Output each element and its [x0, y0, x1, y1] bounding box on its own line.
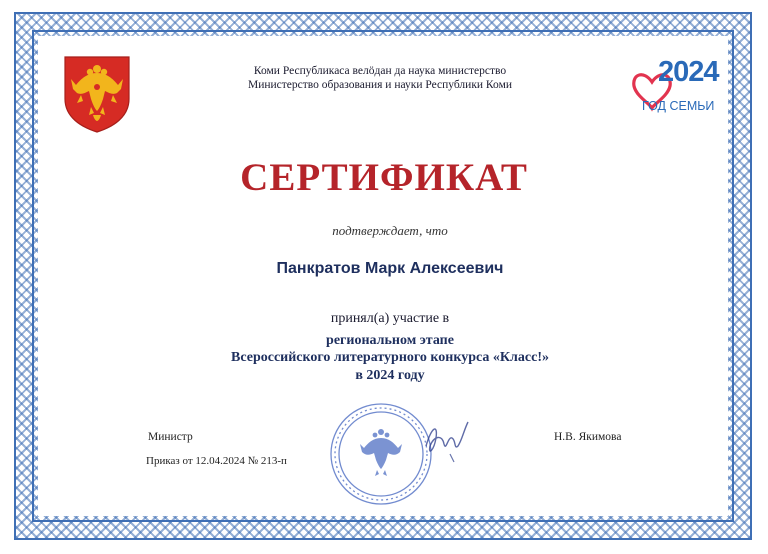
order-reference: Приказ от 12.04.2024 № 213-п — [146, 455, 287, 467]
family-year-number: 2024 — [658, 56, 719, 88]
komi-coat-of-arms-icon — [63, 55, 131, 133]
participation-text: принял(а) участие в — [330, 311, 450, 326]
recipient-name: Панкратов Марк Алексеевич — [276, 260, 504, 277]
signature-mark — [420, 416, 474, 464]
ministry-name-russian: Министерство образования и науки Республики Коми — [247, 79, 512, 91]
signer-position: Министр — [148, 431, 193, 443]
event-contest-name: Всероссийского литературного конкурса «Класс!» — [231, 350, 549, 365]
event-year: в 2024 году — [355, 368, 425, 383]
family-year-caption: ГОД СЕМЬИ — [642, 99, 715, 113]
signer-name: Н.В. Якимова — [554, 431, 622, 443]
ministry-header — [200, 64, 560, 92]
certificate-title: СЕРТИФИКАТ — [240, 156, 528, 199]
ministry-name-komi: Коми Республикаса велӧдан да наука министерство — [253, 65, 507, 77]
confirm-text: подтверждает, что — [332, 223, 448, 238]
event-stage: региональном этапе — [326, 333, 454, 348]
